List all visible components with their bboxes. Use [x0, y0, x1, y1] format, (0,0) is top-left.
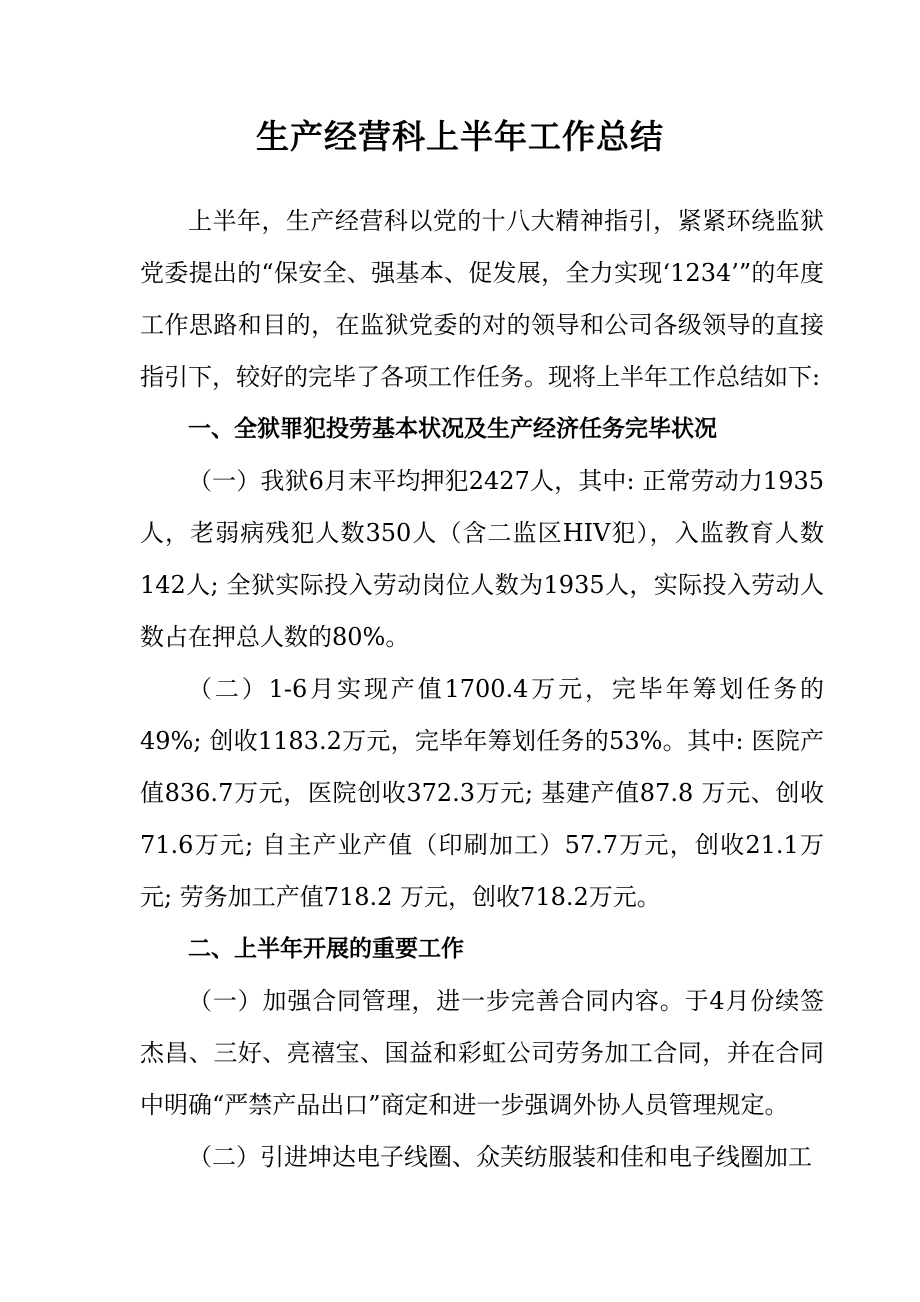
intro-paragraph: 上半年，生产经营科以党的十八大精神指引，紧紧环绕监狱党委提出的“保安全、强基本、促发展，全力实现‘1234’”的年度工作思路和目的，在监狱党委的对的领导和公司各级领导的直接指引下，较好的完毕了各项工作任务。现将上半年工作总结如下:: [140, 207, 824, 391]
section-1-heading: 一、全狱罪犯投劳基本状况及生产经济任务完毕状况: [188, 416, 717, 442]
document-body: [140, 195, 824, 1183]
section-2-heading: 二、上半年开展的重要工作: [188, 936, 464, 962]
section-1-paragraph-2: （二）1-6月实现产值1700.4万元，完毕年筹划任务的49%; 创收1183.2万元，完毕年筹划任务的53%。其中: 医院产值836.7万元，医院创收372.3万元; 基建产值87.8 万元、创收71.6万元; 自主产业产值（印刷加工）57.7万元，创收21.1万元; 劳务加工产值718.2 万元，创收718.2万元。: [140, 675, 824, 911]
section-1-paragraph-1: （一）我狱6月末平均押犯2427人，其中: 正常劳动力1935人，老弱病残犯人数350人（含二监区HIV犯），入监教育人数142人; 全狱实际投入劳动岗位人数为1935人，实际投入劳动人数占在押总人数的80%。: [140, 467, 824, 651]
section-2-paragraph-1: （一）加强合同管理，进一步完善合同内容。于4月份续签杰昌、三好、亮禧宝、国益和彩虹公司劳务加工合同，并在合同中明确“严禁产品出口”商定和进一步强调外协人员管理规定。: [140, 987, 824, 1119]
document-title: 生产经营科上半年工作总结: [256, 117, 664, 156]
section-2-paragraph-2: （二）引进坤达电子线圈、众芙纺服装和佳和电子线圈加工: [188, 1143, 812, 1171]
